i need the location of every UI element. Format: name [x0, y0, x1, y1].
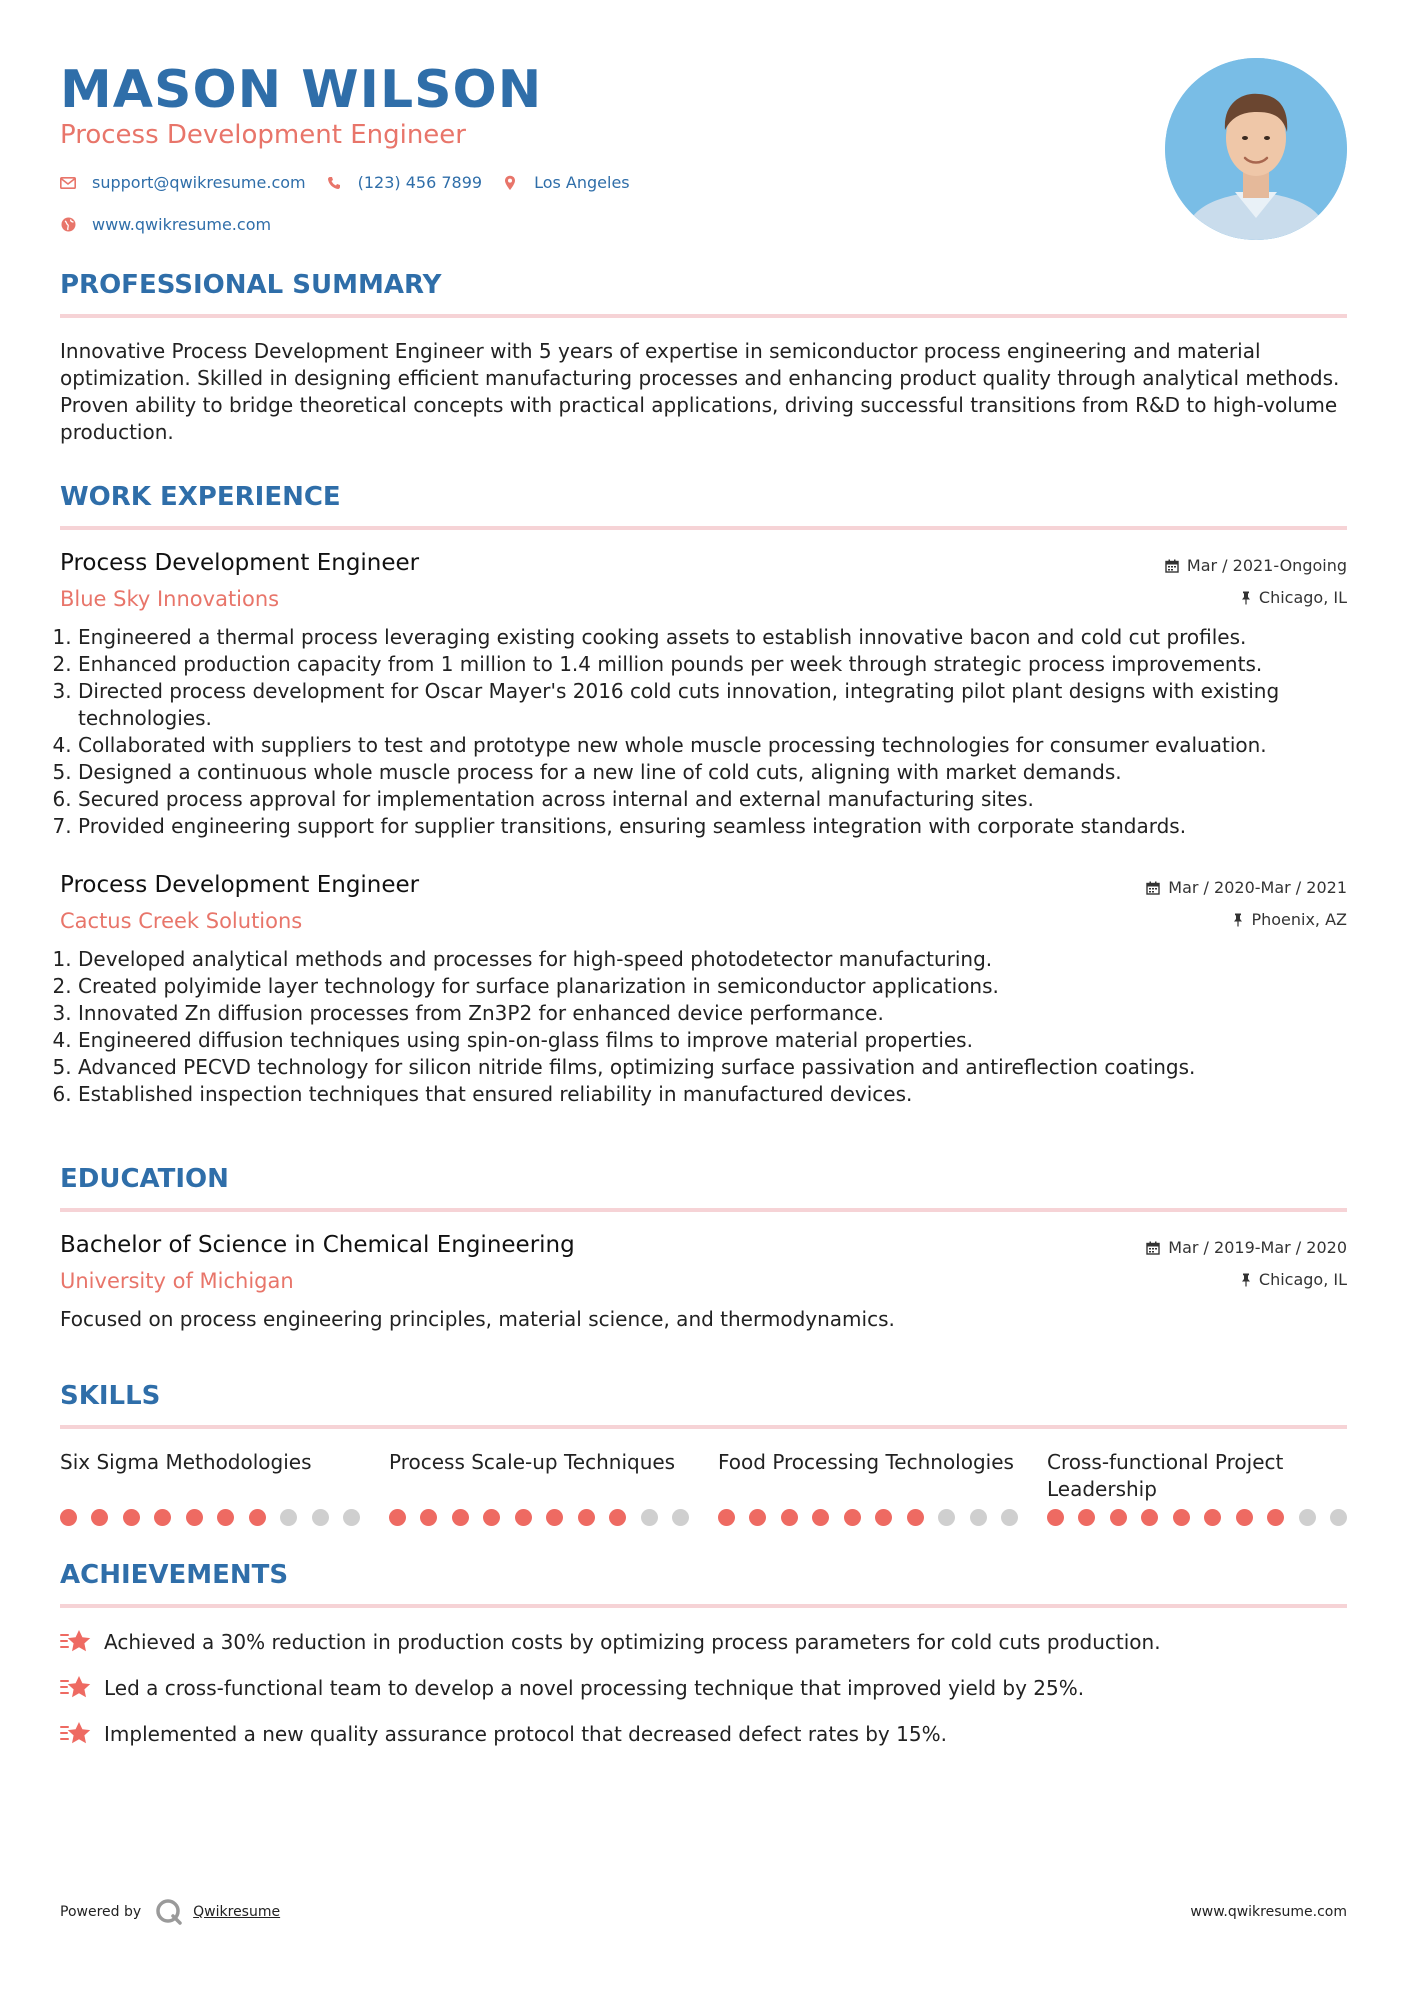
rating-dot-filled [875, 1509, 892, 1526]
summary-text: Innovative Process Development Engineer with 5 years of expertise in semiconductor process engineering and material optimization. Skilled in designing efficient manufacturing processes and enhancing product quality through analytical methods. Proven ability to bridge theoretical concepts with practical applications, driving successful transitions from R&D to high-volume production. [60, 339, 1340, 444]
rating-dot-filled [1267, 1509, 1284, 1526]
job-entry [60, 550, 1347, 840]
education-dates-text: Mar / 2019-Mar / 2020 [1168, 1238, 1347, 1257]
rating-dot-filled [1110, 1509, 1127, 1526]
skills-section [60, 1381, 1347, 1526]
contact-website[interactable] [60, 215, 271, 234]
rating-dot-filled [452, 1509, 469, 1526]
rating-dot-filled [844, 1509, 861, 1526]
achievement-text: Implemented a new quality assurance protocol that decreased defect rates by 15%. [104, 1722, 947, 1746]
school-name: University of Michigan [60, 1269, 294, 1293]
list-item: 1. Developed analytical methods and processes for high-speed photodetector manufacturing. [78, 946, 1347, 973]
contact-location [502, 173, 630, 192]
star-icon [60, 1674, 94, 1702]
education-section [60, 1164, 1347, 1333]
pushpin-icon [1233, 913, 1243, 927]
skill-item [389, 1449, 689, 1526]
footer [60, 1898, 1347, 1926]
education-location-text: Chicago, IL [1258, 1270, 1347, 1289]
summary-section [60, 270, 1347, 446]
skills-grid [60, 1449, 1347, 1526]
section-divider [60, 314, 1347, 318]
website-link[interactable]: www.qwikresume.com [92, 215, 272, 234]
rating-dot-empty [1330, 1509, 1347, 1526]
contact-phone [326, 173, 482, 192]
degree-title: Bachelor of Science in Chemical Engineering [60, 1232, 575, 1258]
skill-rating [1047, 1509, 1347, 1526]
location-text: Los Angeles [534, 173, 630, 192]
rating-dot-filled [1236, 1509, 1253, 1526]
rating-dot-filled [609, 1509, 626, 1526]
profile-photo [1165, 58, 1347, 240]
rating-dot-filled [718, 1509, 735, 1526]
company-name: Cactus Creek Solutions [60, 909, 303, 933]
job-location-text: Phoenix, AZ [1251, 910, 1347, 929]
rating-dot-empty [280, 1509, 297, 1526]
job-location [1241, 588, 1347, 607]
skill-item [718, 1449, 1018, 1526]
footer-branding [60, 1898, 280, 1926]
phone-icon [326, 175, 342, 191]
list-item: 4. Engineered diffusion techniques using spin-on-glass films to improve material properties. [78, 1027, 1347, 1054]
globe-icon [60, 217, 76, 233]
rating-dot-filled [1047, 1509, 1064, 1526]
skills-heading: SKILLS [60, 1381, 161, 1411]
rating-dot-filled [186, 1509, 203, 1526]
rating-dot-filled [123, 1509, 140, 1526]
skill-name: Process Scale-up Techniques [389, 1450, 676, 1474]
section-divider [60, 1425, 1347, 1429]
list-item: 1. Engineered a thermal process leveraging existing cooking assets to establish innovative bacon and cold cut profiles. [78, 624, 1347, 651]
education-description: Focused on process engineering principles, material science, and thermodynamics. [60, 1307, 895, 1331]
rating-dot-filled [1078, 1509, 1095, 1526]
list-item: 2. Created polyimide layer technology for surface planarization in semiconductor applications. [78, 973, 1347, 1000]
qwikresume-link[interactable]: Qwikresume [193, 1904, 281, 1920]
envelope-icon [60, 175, 76, 191]
achievement-item [60, 1720, 1347, 1748]
email-link[interactable]: support@qwikresume.com [92, 173, 306, 192]
candidate-name: MASON WILSON [60, 60, 543, 120]
rating-dot-empty [1299, 1509, 1316, 1526]
rating-dot-filled [217, 1509, 234, 1526]
rating-dot-filled [483, 1509, 500, 1526]
job-title: Process Development Engineer [60, 872, 420, 898]
education-heading: EDUCATION [60, 1164, 229, 1194]
list-item: 7. Provided engineering support for supplier transitions, ensuring seamless integration with corporate standards. [78, 813, 1347, 840]
footer-website[interactable]: www.qwikresume.com [1190, 1904, 1347, 1920]
contact-row-website [60, 215, 291, 234]
job-location-text: Chicago, IL [1258, 588, 1347, 607]
skill-name: Food Processing Technologies [718, 1450, 1014, 1474]
rating-dot-filled [781, 1509, 798, 1526]
experience-heading: WORK EXPERIENCE [60, 482, 341, 512]
contact-email[interactable] [60, 173, 306, 192]
achievement-text: Achieved a 30% reduction in production costs by optimizing process parameters for cold cuts production. [104, 1630, 1161, 1654]
rating-dot-empty [343, 1509, 360, 1526]
star-icon [60, 1628, 94, 1656]
candidate-role: Process Development Engineer [60, 120, 466, 150]
rating-dot-filled [249, 1509, 266, 1526]
rating-dot-empty [938, 1509, 955, 1526]
qwikresume-logo-icon [155, 1898, 183, 1926]
rating-dot-filled [515, 1509, 532, 1526]
list-item: 2. Enhanced production capacity from 1 million to 1.4 million pounds per week through strategic process improvements. [78, 651, 1347, 678]
job-title: Process Development Engineer [60, 550, 420, 576]
rating-dot-filled [1173, 1509, 1190, 1526]
list-item: 5. Advanced PECVD technology for silicon nitride films, optimizing surface passivation and antireflection coatings. [78, 1054, 1347, 1081]
pushpin-icon [1241, 1273, 1251, 1287]
rating-dot-empty [970, 1509, 987, 1526]
calendar-icon [1146, 881, 1160, 895]
rating-dot-filled [749, 1509, 766, 1526]
list-item: 5. Designed a continuous whole muscle process for a new line of cold cuts, aligning with market demands. [78, 759, 1347, 786]
rating-dot-filled [1204, 1509, 1221, 1526]
rating-dot-empty [672, 1509, 689, 1526]
job-dates [1146, 878, 1347, 897]
education-dates [1146, 1238, 1347, 1257]
rating-dot-filled [60, 1509, 77, 1526]
phone-text: (123) 456 7899 [357, 173, 483, 192]
skill-rating [389, 1509, 689, 1526]
rating-dot-filled [812, 1509, 829, 1526]
list-item: 3. Innovated Zn diffusion processes from Zn3P2 for enhanced device performance. [78, 1000, 1347, 1027]
rating-dot-filled [1141, 1509, 1158, 1526]
job-bullets [60, 624, 1347, 840]
rating-dot-filled [907, 1509, 924, 1526]
section-divider [60, 526, 1347, 530]
rating-dot-empty [312, 1509, 329, 1526]
achievement-text: Led a cross-functional team to develop a novel processing technique that improved yield by 25%. [104, 1676, 1085, 1700]
skill-item [1047, 1449, 1347, 1526]
skill-rating [718, 1509, 1018, 1526]
calendar-icon [1146, 1241, 1160, 1255]
rating-dot-empty [1001, 1509, 1018, 1526]
company-name: Blue Sky Innovations [60, 587, 280, 611]
map-pin-icon [502, 175, 518, 191]
list-item: 6. Secured process approval for implementation across internal and external manufacturing sites. [78, 786, 1347, 813]
list-item: 6. Established inspection techniques that ensured reliability in manufactured devices. [78, 1081, 1347, 1108]
rating-dot-filled [154, 1509, 171, 1526]
experience-section [60, 482, 1347, 1108]
achievement-item [60, 1674, 1347, 1702]
skill-name: Cross-functional Project Leadership [1047, 1450, 1284, 1501]
job-dates-text: Mar / 2020-Mar / 2021 [1168, 878, 1347, 897]
job-dates-text: Mar / 2021-Ongoing [1186, 556, 1347, 575]
powered-by-text: Powered by [60, 1904, 142, 1920]
resume-header [60, 0, 1347, 270]
rating-dot-filled [546, 1509, 563, 1526]
list-item: 3. Directed process development for Oscar Mayer's 2016 cold cuts innovation, integrating pilot plant designs with existing technologies. [78, 678, 1347, 732]
section-divider [60, 1604, 1347, 1608]
rating-dot-filled [420, 1509, 437, 1526]
rating-dot-filled [578, 1509, 595, 1526]
job-entry [60, 872, 1347, 1108]
skill-rating [60, 1509, 360, 1526]
achievements-heading: ACHIEVEMENTS [60, 1560, 289, 1590]
rating-dot-filled [389, 1509, 406, 1526]
list-item: 4. Collaborated with suppliers to test and prototype new whole muscle processing technologies for consumer evaluation. [78, 732, 1347, 759]
education-location [1241, 1270, 1347, 1289]
section-divider [60, 1208, 1347, 1212]
achievements-section [60, 1560, 1347, 1748]
contact-row [60, 173, 650, 192]
pushpin-icon [1241, 591, 1251, 605]
achievement-item [60, 1628, 1347, 1656]
star-icon [60, 1720, 94, 1748]
summary-heading: PROFESSIONAL SUMMARY [60, 270, 442, 300]
job-location [1233, 910, 1347, 929]
job-dates [1165, 556, 1347, 575]
rating-dot-filled [91, 1509, 108, 1526]
rating-dot-empty [641, 1509, 658, 1526]
skill-item [60, 1449, 360, 1526]
job-bullets [60, 946, 1347, 1108]
skill-name: Six Sigma Methodologies [60, 1450, 312, 1474]
calendar-icon [1165, 559, 1179, 573]
